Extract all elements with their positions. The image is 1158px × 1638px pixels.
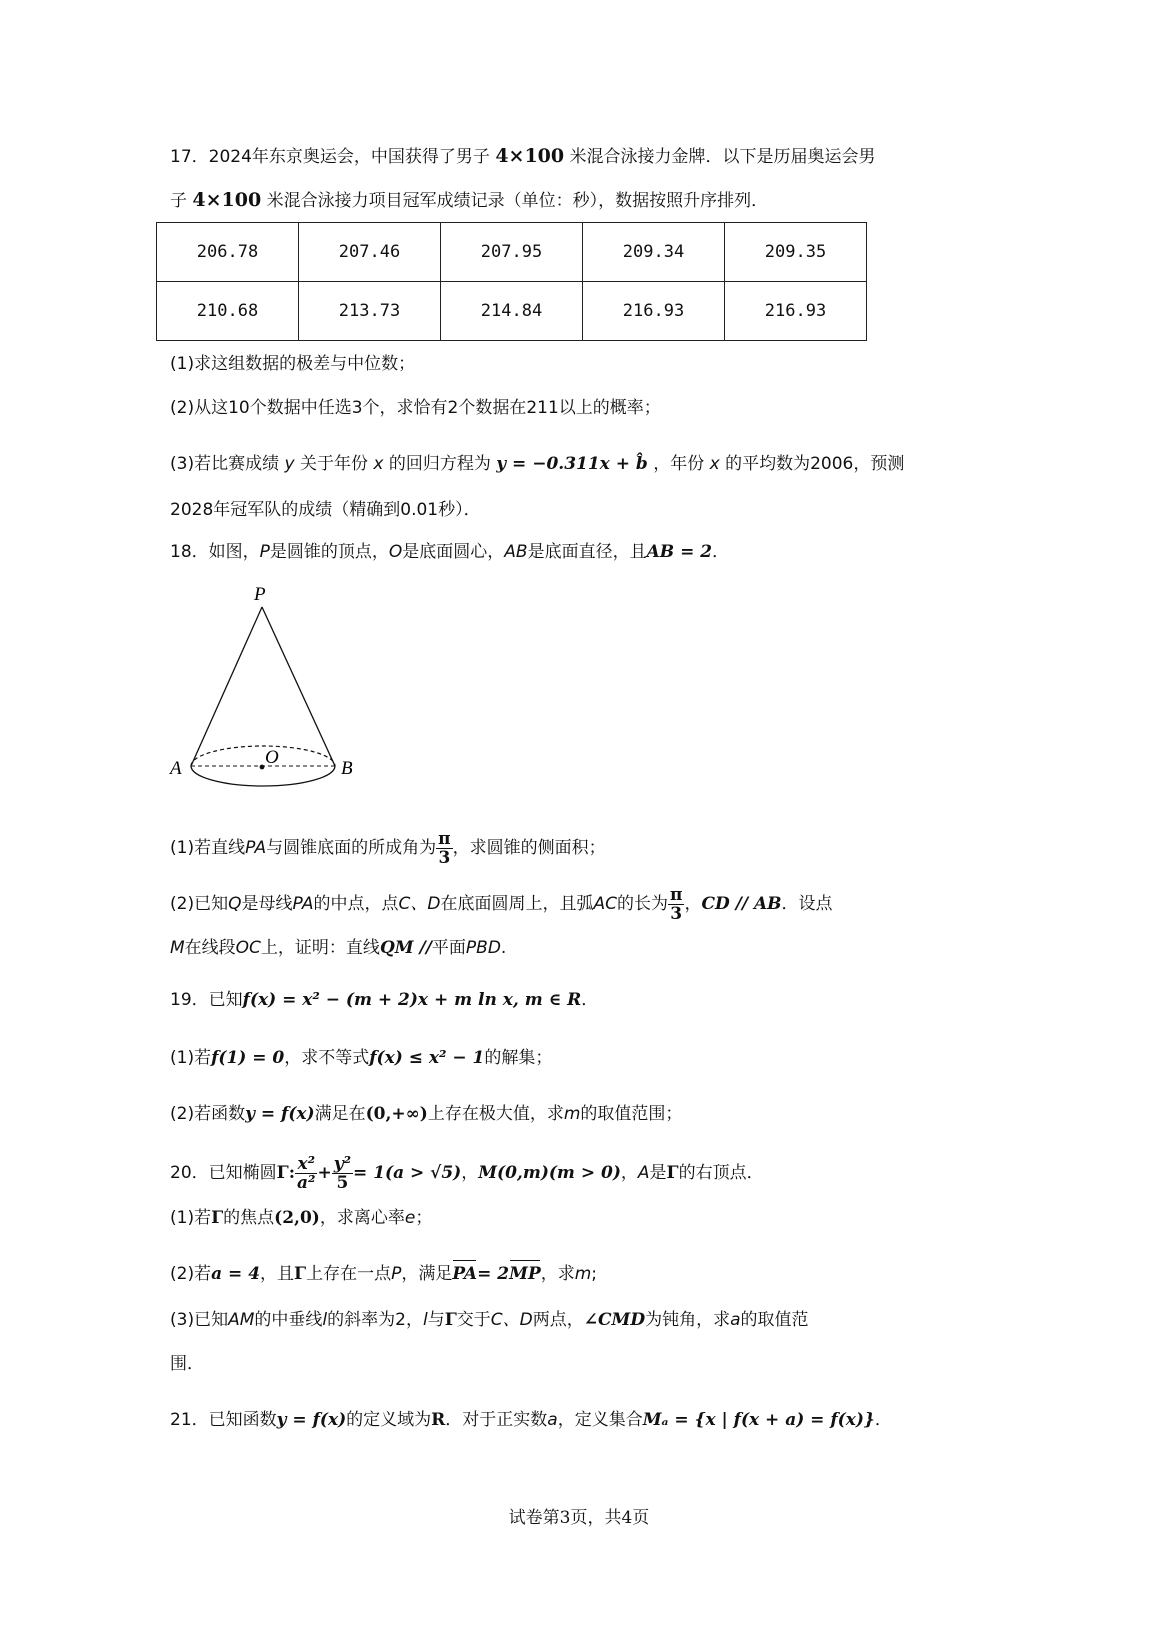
q19-part2: (2)若函数y = f(x)满足在(0,+∞)上存在极大值，求m的取值范围； bbox=[170, 1104, 683, 1124]
table-cell: 214.84 bbox=[441, 282, 583, 341]
page-footer: 试卷第3页，共4页 bbox=[508, 1508, 650, 1528]
table-cell: 207.95 bbox=[441, 223, 583, 282]
q17-part2: (2)从这10个数据中任选3个，求恰有2个数据在211以上的概率； bbox=[170, 398, 661, 418]
label-a: A bbox=[170, 758, 182, 779]
q17-part3-cont: 2028年冠军队的成绩（精确到0.01秒）． bbox=[170, 500, 481, 520]
table-cell: 216.93 bbox=[725, 282, 867, 341]
q20-part1: (1)若Γ的焦点(2,0)，求离心率e； bbox=[170, 1208, 433, 1228]
label-o: O bbox=[265, 747, 279, 768]
regression-equation: y = −0.311x + b̂ bbox=[496, 454, 648, 474]
q17-line2: 子 4×100 米混合泳接力项目冠军成绩记录（单位：秒），数据按照升序排列． bbox=[170, 189, 769, 211]
label-p: P bbox=[254, 584, 266, 605]
cone-edge-pb bbox=[262, 607, 335, 766]
table-cell: 216.93 bbox=[583, 282, 725, 341]
table-cell: 213.73 bbox=[299, 282, 441, 341]
q18-part2-cont: M在线段OC上，证明：直线QM //平面PBD. bbox=[170, 938, 507, 958]
q19-stem: 19．已知f(x) = x² − (m + 2)x + m ln x, m ∈ R． bbox=[170, 990, 599, 1010]
table-row bbox=[157, 282, 867, 341]
q20-part3-cont: 围． bbox=[170, 1354, 204, 1374]
table-cell: 210.68 bbox=[157, 282, 299, 341]
center-point bbox=[260, 765, 265, 770]
relay-expression: 4×100 bbox=[495, 145, 565, 167]
table-cell: 209.35 bbox=[725, 223, 867, 282]
q19-part1: (1)若f(1) = 0，求不等式f(x) ≤ x² − 1的解集； bbox=[170, 1048, 553, 1068]
cone-figure bbox=[165, 580, 365, 795]
q20-part2: (2)若a = 4，且Γ上存在一点P，满足PA= 2MP，求m; bbox=[170, 1264, 598, 1284]
q17-part3: (3)若比赛成绩 y 关于年份 x 的回归方程为 y = −0.311x + b̂ ，年份 x 的平均数为2006，预测 bbox=[170, 454, 905, 474]
q21-stem: 21．已知函数y = f(x)的定义域为R．对于正实数a，定义集合Mₐ = {x | f(x + a) = f(x)}． bbox=[170, 1410, 892, 1430]
q18-part2: (2)已知Q是母线PA的中点，点C、D在底面圆周上，且弧AC的长为 $\frac{\pi}{3}$ ，CD // AB．设点 bbox=[170, 884, 833, 924]
table-cell: 207.46 bbox=[299, 223, 441, 282]
q17-line1: 17．2024年东京奥运会，中国获得了男子 4×100 米混合泳接力金牌．以下是历届奥运会男 bbox=[170, 145, 876, 167]
cone-edge-pa bbox=[191, 607, 262, 766]
scores-table bbox=[156, 222, 867, 341]
label-b: B bbox=[341, 758, 353, 779]
table-row bbox=[157, 223, 867, 282]
q18-stem: 18．如图，P是圆锥的顶点，O是底面圆心，AB是底面直径，且AB = 2． bbox=[170, 542, 730, 562]
pi-over-3: $\frac{\pi}{3}$ bbox=[438, 828, 451, 868]
base-back-arc bbox=[191, 746, 335, 766]
table-cell: 206.78 bbox=[157, 223, 299, 282]
q18-part1: (1)若直线PA与圆锥底面的所成角为 $\frac{\pi}{3}$ ，求圆锥的侧面积； bbox=[170, 828, 606, 868]
table-cell: 209.34 bbox=[583, 223, 725, 282]
q17-part1: (1)求这组数据的极差与中位数； bbox=[170, 354, 416, 374]
pi-over-3: $\frac{\pi}{3}$ bbox=[670, 884, 683, 924]
q20-part3: (3)已知AM的中垂线l的斜率为2，l与Γ交于C、D两点，∠CMD为钝角，求a的取值范 bbox=[170, 1310, 809, 1330]
q20-stem: 20．已知椭圆Γ: $\frac{\text{x²}}{\text{a²}}$ + $\frac{\text{y²}}{5}$ = 1(a > √5)，M(0,m)(m > 0)，A是Γ的右顶点． bbox=[170, 1153, 764, 1193]
